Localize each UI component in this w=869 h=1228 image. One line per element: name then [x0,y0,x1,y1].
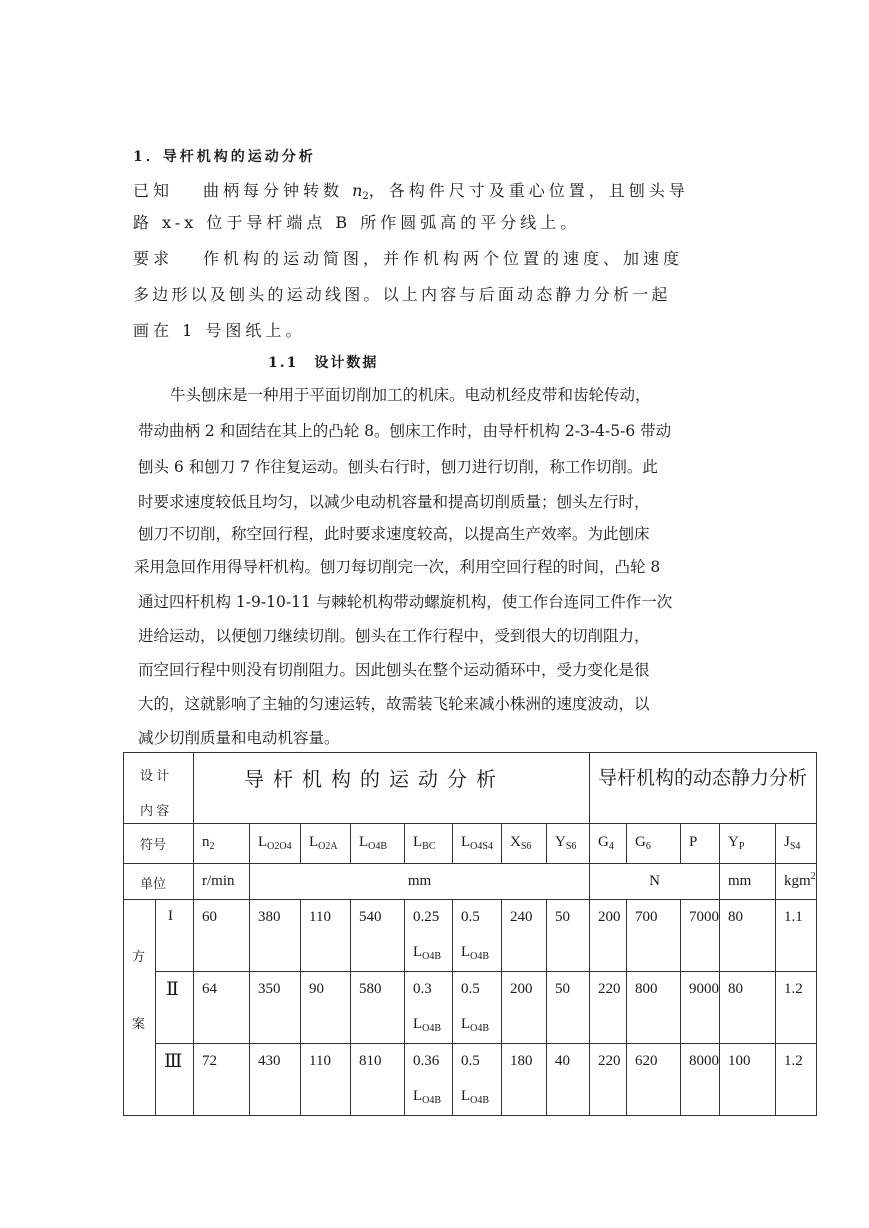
table-cell: 220 [590,1044,627,1116]
table-cell: 200 [502,972,547,1044]
unit-mm-yp: mm [720,864,776,900]
plan-id: Ⅲ [156,1044,194,1116]
table-cell: 0.5 $L_{O4B}$ [453,1044,502,1116]
design-data-table [123,752,817,1116]
paragraph-line: 大的，这就影响了主轴的匀速运转，故需装飞轮来减小株洲的速度波动，以 [138,695,650,713]
known-text-1: 曲柄每分钟转数 n2，各构件尺寸及重心位置，且刨头导 [203,181,689,202]
paragraph-line: 减少切削质量和电动机容量。 [138,729,340,747]
symbol-cell: $Y_P$ [720,824,776,864]
plan-row [124,972,817,1044]
symbol-cell: $X_{S6}$ [502,824,547,864]
plan-row [124,1044,817,1116]
unit-kgm2: kgm$^2$ [776,864,817,900]
symbol-cell: $L_{O2O4}$ [250,824,301,864]
requirement-line-2: 多边形以及刨头的运动线图。以上内容与后面动态静力分析一起 [133,285,671,304]
unit-label: 单位 [124,864,194,900]
unit-row [124,864,817,900]
table-cell: 8000 [681,1044,720,1116]
symbol-cell: $J_{S4}$ [776,824,817,864]
table-cell: 200 [590,900,627,972]
table-cell: 700 [627,900,681,972]
symbol-label: 符号 [124,824,194,864]
table-cell: 0.5 $L_{O4B}$ [453,900,502,972]
unit-mm: mm [250,864,590,900]
table-cell: 110 [301,900,351,972]
paragraph-line: 带动曲柄 2 和固结在其上的凸轮 8。刨床工作时，由导杆机构 2-3-4-5-6 带动 [138,422,672,440]
paragraph-line: 进给运动，以便刨刀继续切削。刨头在工作行程中，受到很大的切削阻力， [138,627,650,645]
table-header-row [124,753,817,824]
table-cell: 60 [194,900,250,972]
table-cell: 540 [351,900,405,972]
table-cell: 0.36 $L_{O4B}$ [405,1044,453,1116]
kinematic-analysis-header: 导杆机构的运动分析 [194,753,590,824]
table-cell: 430 [250,1044,301,1116]
paragraph-line: 刨头 6 和刨刀 7 作往复运动。刨头右行时，刨刀进行切削，称工作切削。此 [138,458,658,476]
dynamic-analysis-header: 导杆机构的动态静力分析 [590,753,817,824]
symbol-cell: $L_{O2A}$ [301,824,351,864]
plan-label: 方 案 [124,900,156,1116]
symbol-cell: $n_2$ [194,824,250,864]
table-cell: 380 [250,900,301,972]
symbol-cell: P [681,824,720,864]
table-cell: 64 [194,972,250,1044]
table-cell: 90 [301,972,351,1044]
symbol-cell: $L_{O4B}$ [351,824,405,864]
table-cell: 50 [547,900,590,972]
table-cell: 0.25 $L_{O4B}$ [405,900,453,972]
plan-id: I [156,900,194,972]
paragraph-line: 刨刀不切削，称空回行程，此时要求速度较高，以提高生产效率。为此刨床 [138,525,650,543]
table-cell: 50 [547,972,590,1044]
table-cell: 180 [502,1044,547,1116]
plan-row [124,900,817,972]
table-cell: 800 [627,972,681,1044]
table-cell: 0.5 $L_{O4B}$ [453,972,502,1044]
paragraph-line: 通过四杆机构 1-9-10-11 与棘轮机构带动螺旋机构，使工作台连同工件作一次 [138,593,673,611]
table-cell: 9000 [681,972,720,1044]
unit-rpm: r/min [194,864,250,900]
symbol-cell: $L_{O4S4}$ [453,824,502,864]
table-cell: 80 [720,972,776,1044]
symbol-cell: $G_6$ [627,824,681,864]
symbol-row [124,824,817,864]
unit-newton: N [590,864,720,900]
section-1-title: 1．导杆机构的运动分析 [133,149,316,165]
plan-id: Ⅱ [156,972,194,1044]
paragraph-line: 牛头刨床是一种用于平面切削加工的机床。电动机经皮带和齿轮传动， [170,386,651,404]
table-cell: 110 [301,1044,351,1116]
known-line-2: 路 x-x 位于导杆端点 B 所作圆弧高的平分线上。 [133,213,581,232]
requirement-text: 作机构的运动简图，并作机构两个位置的速度、加速度 [203,249,684,268]
paragraph-line: 时要求速度较低且均匀，以减少电动机容量和提高切削质量；刨头左行时， [138,493,650,511]
table-cell: 350 [250,972,301,1044]
requirement-label: 要求 [133,249,174,268]
symbol-cell: $G_4$ [590,824,627,864]
table-cell: 620 [627,1044,681,1116]
table-cell: 1.1 [776,900,817,972]
table-cell: 1.2 [776,972,817,1044]
table-cell: 40 [547,1044,590,1116]
symbol-cell: $L_{BC}$ [405,824,453,864]
paragraph-line: 采用急回作用得导杆机构。刨刀每切削完一次，利用空回行程的时间，凸轮 8 [134,558,661,576]
requirement-line-3: 画在 1 号图纸上。 [133,321,306,340]
design-content-label: 设 计 内 容 [124,753,194,824]
table-cell: 72 [194,1044,250,1116]
table-cell: 80 [720,900,776,972]
known-label: 已知 [133,181,174,200]
table-cell: 580 [351,972,405,1044]
table-cell: 0.3 $L_{O4B}$ [405,972,453,1044]
section-1-1-title: 1.1 设计数据 [268,355,379,371]
table-cell: 7000 [681,900,720,972]
table-cell: 100 [720,1044,776,1116]
table-cell: 1.2 [776,1044,817,1116]
table-cell: 240 [502,900,547,972]
paragraph-line: 而空回行程中则没有切削阻力。因此刨头在整个运动循环中，受力变化是很 [138,661,650,679]
symbol-cell: $Y_{S6}$ [547,824,590,864]
table-cell: 220 [590,972,627,1044]
table-cell: 810 [351,1044,405,1116]
